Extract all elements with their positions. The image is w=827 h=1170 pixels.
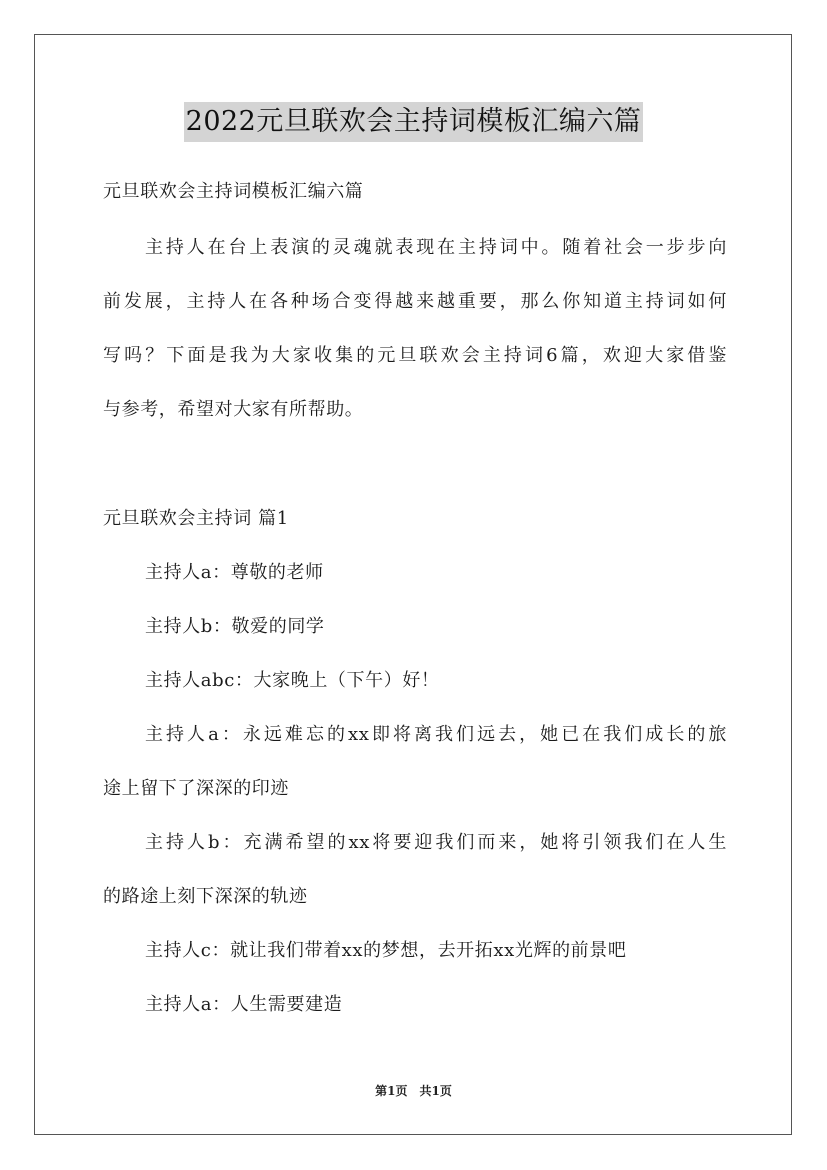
intro-line-4: 与参考，希望对大家有所帮助。 — [103, 399, 364, 420]
page-footer — [0, 1083, 827, 1099]
dialogue-line-continued: 的路途上刻下深深的轨迹 — [103, 886, 308, 907]
title-container — [0, 102, 827, 142]
intro-line-1: 主持人在台上表演的灵魂就表现在主持词中。随着社会一步步向 — [145, 237, 727, 258]
dialogue-line: 主持人b：敬爱的同学 — [145, 616, 325, 637]
dialogue-line: 主持人b：充满希望的xx将要迎我们而来，她将引领我们在人生 — [145, 832, 727, 853]
document-subtitle: 元旦联欢会主持词模板汇编六篇 — [103, 181, 364, 202]
dialogue-line: 主持人a：尊敬的老师 — [145, 562, 324, 583]
dialogue-line: 主持人a：永远难忘的xx即将离我们远去，她已在我们成长的旅 — [145, 724, 727, 745]
document-title: 2022元旦联欢会主持词模板汇编六篇 — [184, 102, 644, 142]
intro-line-2: 前发展，主持人在各种场合变得越来越重要，那么你知道主持词如何 — [103, 291, 727, 312]
dialogue-line: 主持人abc：大家晚上（下午）好！ — [145, 670, 440, 691]
dialogue-line: 主持人c：就让我们带着xx的梦想，去开拓xx光辉的前景吧 — [145, 940, 627, 961]
intro-line-3: 写吗？下面是我为大家收集的元旦联欢会主持词6篇，欢迎大家借鉴 — [103, 345, 727, 366]
page-number-label: 第1页 共1页 — [375, 1084, 452, 1098]
section-heading: 元旦联欢会主持词 篇1 — [103, 508, 289, 529]
dialogue-line: 主持人a：人生需要建造 — [145, 994, 343, 1015]
dialogue-line-continued: 途上留下了深深的印迹 — [103, 778, 289, 799]
